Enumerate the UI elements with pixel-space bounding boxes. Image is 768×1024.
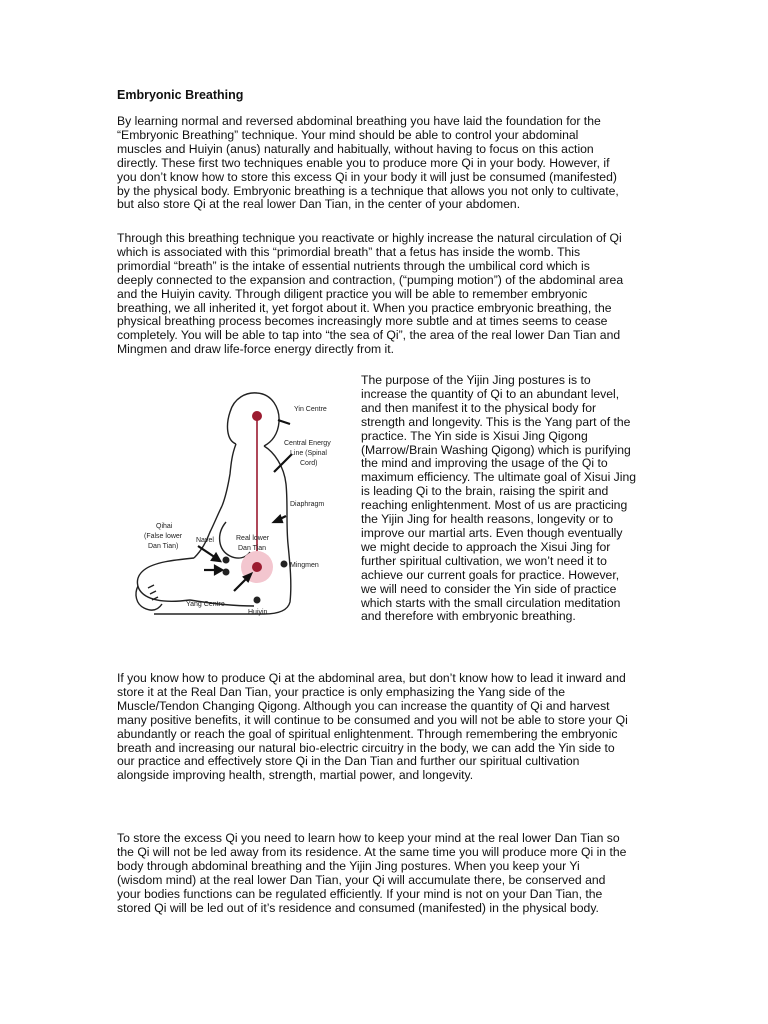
label-central-3: Cord): [300, 460, 318, 467]
label-qihai-3: Dan Tian): [148, 543, 179, 550]
figure-svg: [114, 374, 354, 644]
huiyin-dot: [254, 597, 261, 604]
yin-centre-dot: [252, 411, 262, 421]
page-title: Embryonic Breathing: [117, 88, 244, 102]
label-qihai-2: (False lower: [144, 533, 183, 540]
side-paragraph: The purpose of the Yijin Jing postures is to increase the quantity of Qi to an abundant level, and then manifest it to the physical body for strength and longevity. This is the Yang part of the practice. The Yin side is Xisui Jing Qigong (Marrow/Brain Washing Qigong) which is purifying the mind and improving the usage of the Qi to maximum efficiency. The ultimate goal of Xisui Jing is leading Qi to the brain, raising the spirit and reaching enlightenment. Most of us are practicing the Yijin Jing for health reasons, longevity or to improve our martial arts. Even though eventually we might decide to approach the Xisui Jing for further spiritual cultivation, we won’t need it to achieve our current goals for practice. However, we will need to consider the Yin side of practice which starts with the small circulation meditation and therefore with embryonic breathing.: [361, 373, 637, 624]
label-real-1: Real lower: [236, 535, 270, 542]
label-real-2: Dan Tian: [238, 545, 267, 552]
label-yin-centre: Yin Centre: [294, 406, 327, 413]
meditation-figure: [114, 374, 354, 644]
label-qihai-1: Qihai: [156, 523, 173, 530]
label-diaphragm: Diaphragm: [290, 501, 325, 508]
label-huiyin: Huiyin: [248, 609, 268, 616]
label-yang-centre: Yang Centre: [186, 601, 225, 608]
paragraph-4: To store the excess Qi you need to learn how to keep your mind at the real lower Dan Tian so the Qi will not be led away from its residence. At the same time you will produce more Qi in the body through abdominal breathing and the Yijin Jing postures. When you keep your Yi (wisdom mind) at the real lower Dan Tian, your Qi will accumulate there, be conserved and your bodies functions can be regulated efficiently. If your mind is not on your Dan Tian, the stored Qi will be led out of it’s residence and consumed (manifested) in the physical body.: [117, 831, 627, 915]
paragraph-1: By learning normal and reversed abdominal breathing you have laid the foundation for the “Embryonic Breathing” technique. Your mind should be able to control your abdominal muscles and Huiyin (anus) naturally and habitually, without having to focus on this action directly. These first two techniques enable you to produce more Qi in your body. However, if you don’t know how to store this excess Qi in your body it will just be consumed (manifested) by the physical body. Embryonic breathing is a technique that allows you not only to cultivate, but also store Qi at the real lower Dan Tian, in the center of your abdomen.: [117, 114, 619, 212]
label-central-1: Central Energy: [284, 440, 331, 447]
paragraph-2: Through this breathing technique you reactivate or highly increase the natural circulation of Qi which is associated with this “primordial breath” that a fetus has inside the womb. This primordial “breath” is the intake of essential nutrients through the umbilical cord which is deeply connected to the expansion and contraction, (“pumping motion”) of the abdominal area and the Huiyin cavity. Through diligent practice you will be able to remember embryonic breathing, we all inherited it, yet forgot about it. When you practice embryonic breathing, the physical breathing process becomes increasingly more subtle and at times seems to cease completely. You will be able to tap into “the sea of Qi”, the area of the real lower Dan Tian and Mingmen and draw life-force energy directly from it.: [117, 231, 624, 357]
label-central-2: Line (Spinal: [290, 450, 327, 457]
label-mingmen: Mingmen: [290, 562, 319, 569]
body-outline: [136, 393, 291, 614]
label-navel: Navel: [196, 537, 214, 544]
qihai-dot: [223, 569, 230, 576]
dan-tian-dot: [252, 562, 262, 572]
navel-dot: [223, 557, 230, 564]
mingmen-dot: [281, 561, 288, 568]
paragraph-3: If you know how to produce Qi at the abdominal area, but don’t know how to lead it inward and store it at the Real Dan Tian, your practice is only emphasizing the Yang side of the Muscle/Tendon Changing Qigong. Although you can increase the quantity of Qi and harvest many positive benefits, it will continue to be consumed and you will not be able to store your Qi abundantly or reach the goal of spiritual enlightenment. Through remembering the embryonic breath and increasing our natural bio-electric circuitry in the body, we can add the Yin side to our practice and effectively store Qi in the Dan Tian and further our spiritual cultivation alongside improving health, strength, martial power, and longevity.: [117, 671, 628, 783]
